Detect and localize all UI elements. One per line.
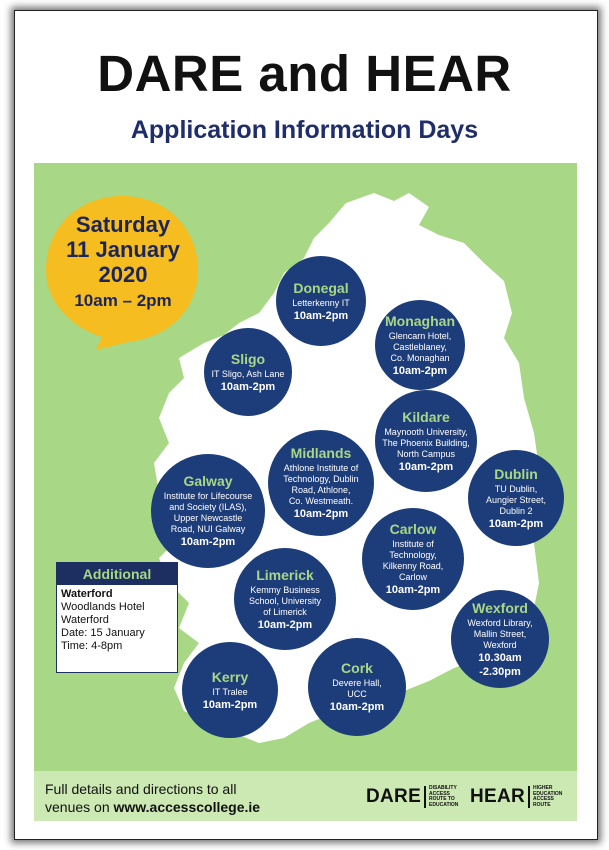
venue-dublin: Dublin TU Dublin, Aungier Street, Dublin 2 10am-2pm [468,450,564,546]
website-link[interactable]: www.accesscollege.ie [113,799,261,815]
venue-cork: Cork Devere Hall, UCC 10am-2pm [308,638,406,736]
additional-venue: Woodlands Hotel [61,601,145,613]
venue-kerry: Kerry IT Tralee 10am-2pm [182,642,278,738]
event-date [48,212,198,313]
poster-title: DARE and HEAR [97,45,512,102]
additional-heading: Additional [57,563,177,585]
event-date-text: 11 January [66,237,180,262]
venue-limerick: Limerick Kemmy Business School, University of Limerick 10am-2pm [234,548,336,650]
additional-venue-box [56,562,178,673]
venue-sligo: Sligo IT Sligo, Ash Lane 10am-2pm [204,328,292,416]
event-year: 2020 [98,262,148,287]
additional-county: Waterford [61,588,113,600]
event-time: 10am – 2pm [74,291,172,310]
event-day: Saturday [75,212,171,237]
venue-carlow: Carlow Institute of Technology, Kilkenny Road, Carlow 10am-2pm [362,508,464,610]
venue-wexford: Wexford Wexford Library, Mallin Street, Wexford 10.30am -2.30pm [451,590,549,688]
venue-monaghan: Monaghan Glencarn Hotel, Castleblaney, Co. Monaghan 10am-2pm [375,300,465,390]
venue-kildare: Kildare Maynooth University, The Phoenix Building, North Campus 10am-2pm [375,390,477,492]
additional-town: Waterford [61,614,109,626]
additional-time: Time: 4-8pm [61,640,123,652]
poster-subtitle: Application Information Days [130,116,479,144]
additional-date: Date: 15 January [61,627,145,639]
venue-galway: Galway Institute for Lifecourse and Society (ILAS), Upper Newcastle Road, NUI Galway 10am-2pm [151,454,265,568]
venue-donegal: Donegal Letterkenny IT 10am-2pm [276,256,366,346]
hear-logo: HEAR HIGHER EDUCATION ACCESS ROUTE [470,785,563,808]
venue-midlands: Midlands Athlone Institute of Technology, Dublin Road, Athlone, Co. Westmeath. 10am-2pm [268,430,374,536]
footer-text: Full details and directions to all venues on www.accesscollege.ie [45,781,261,815]
dare-logo: DARE DISABILITY ACCESS ROUTE TO EDUCATION [366,785,459,808]
